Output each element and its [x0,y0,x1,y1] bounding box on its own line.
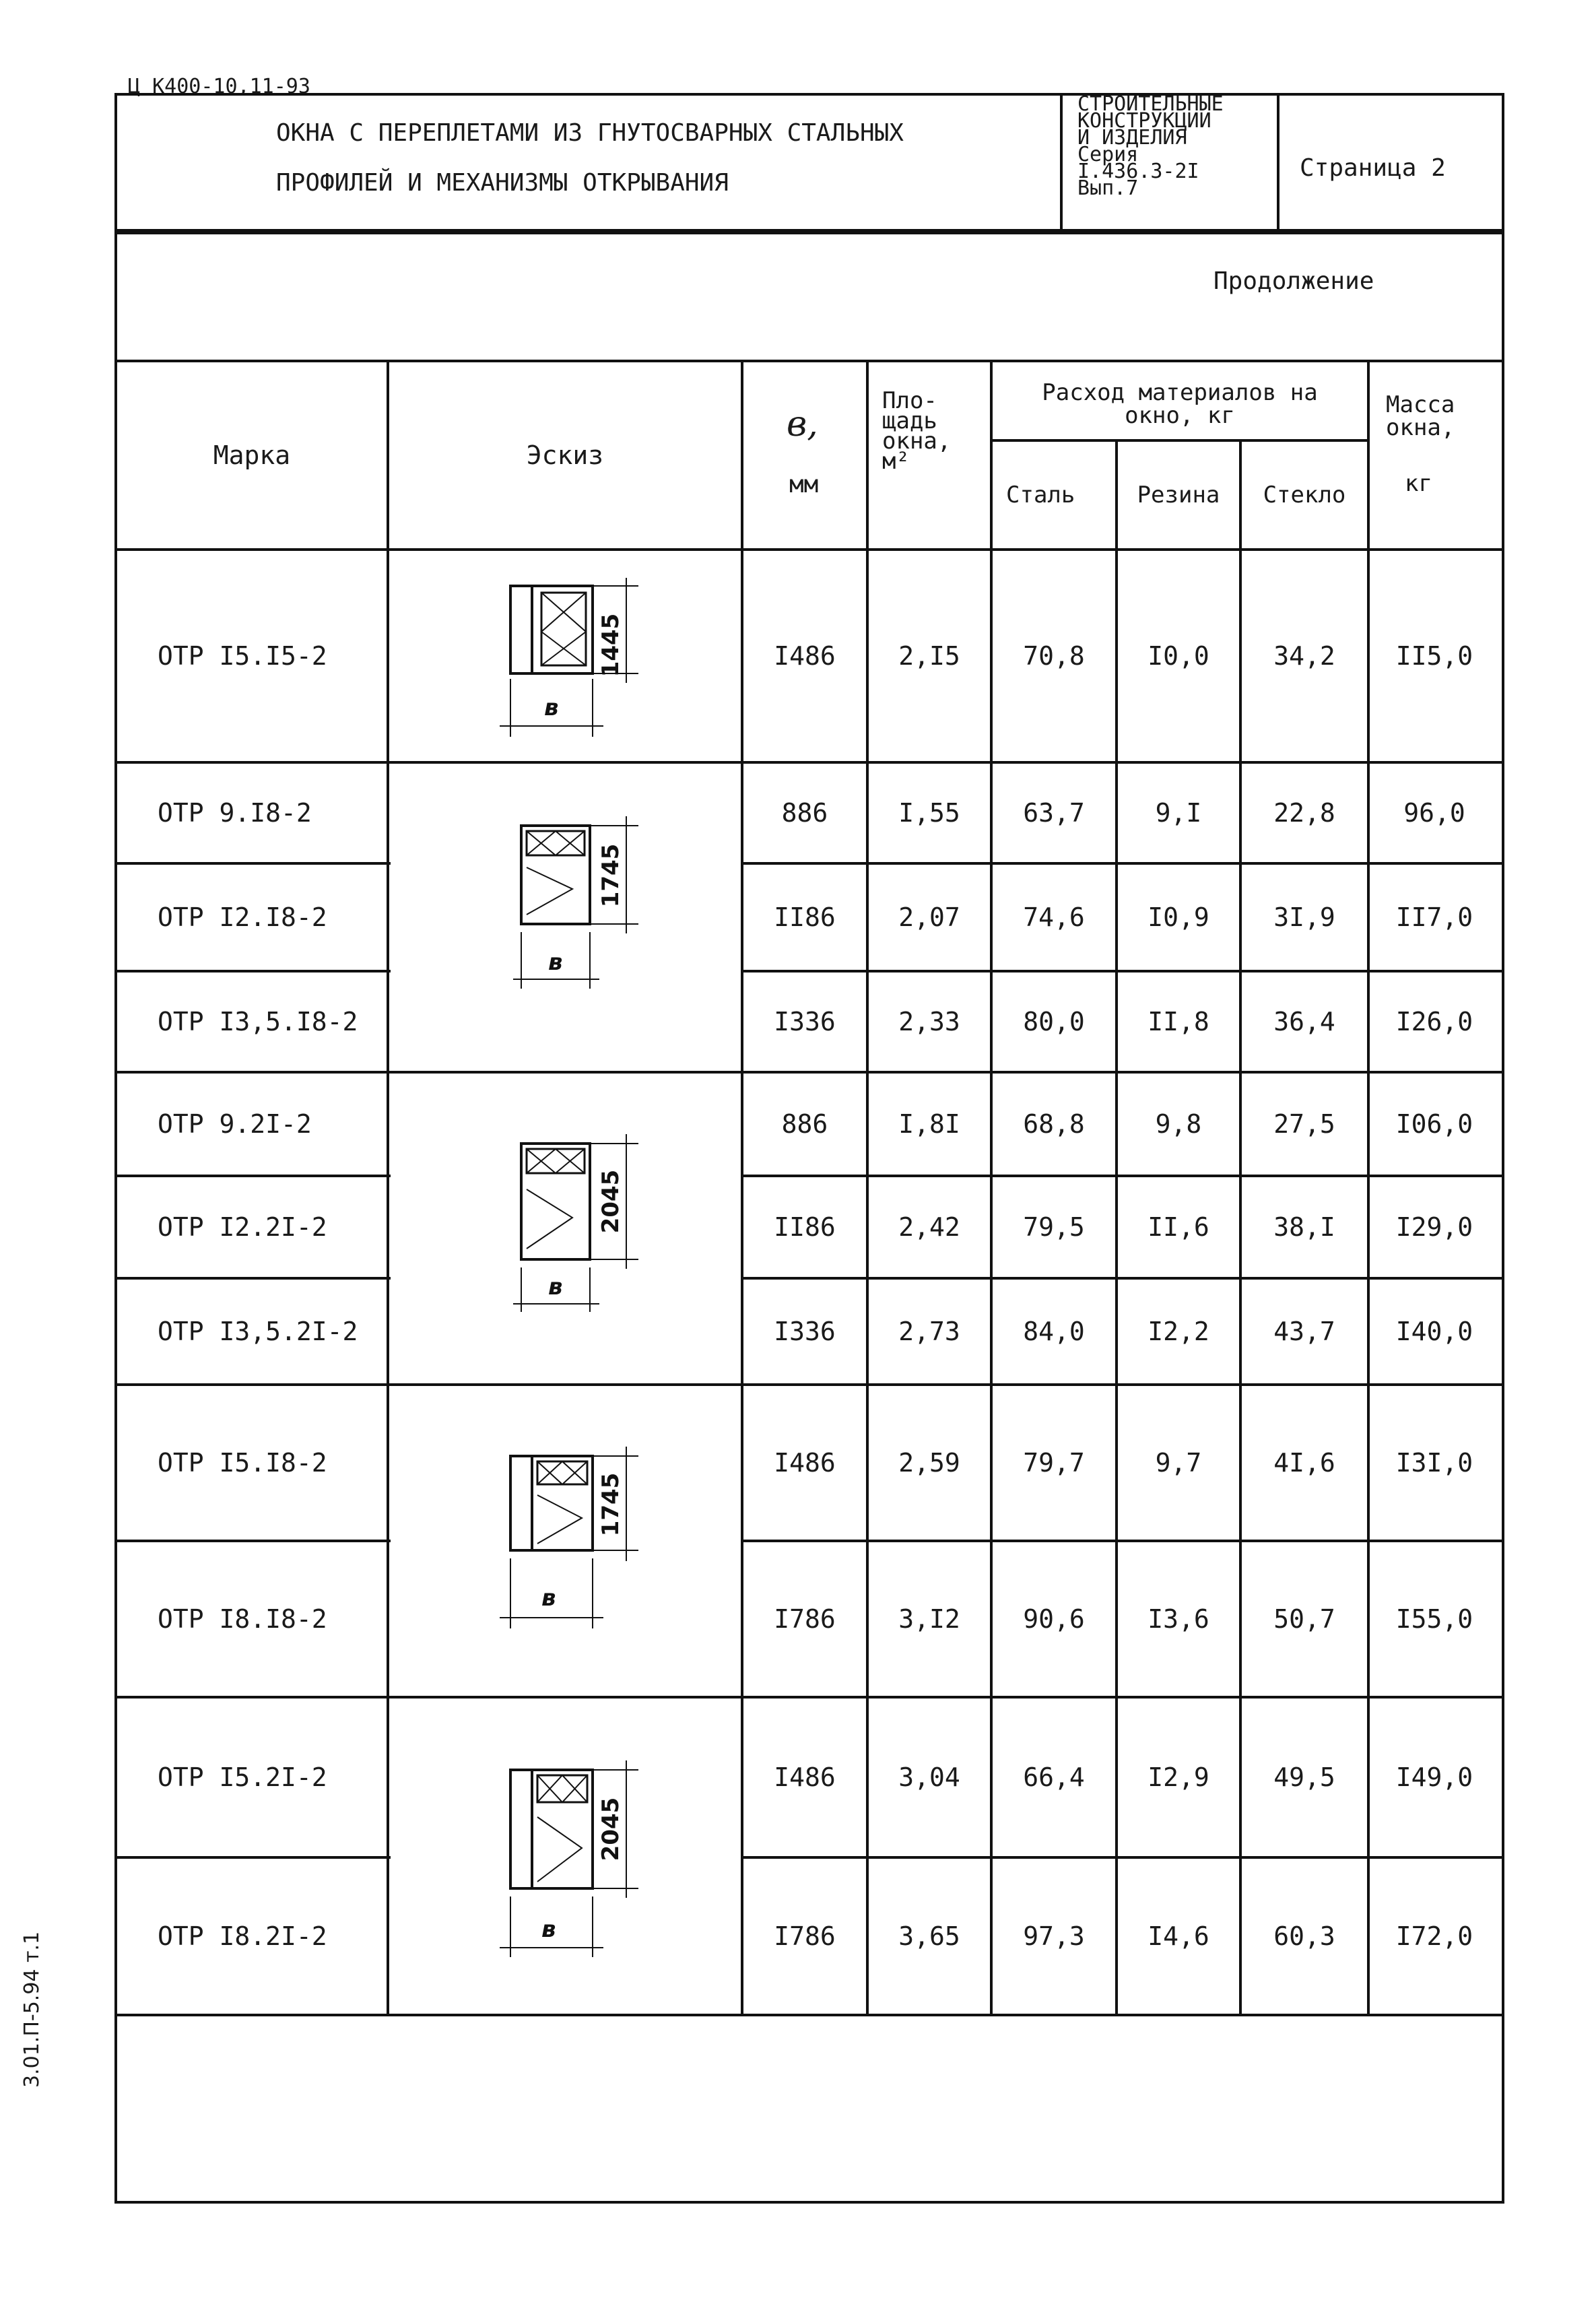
row-mass: 96,0 [1403,798,1465,828]
row-rubber: II,8 [1148,1007,1209,1036]
row-steel: 63,7 [1023,798,1085,828]
row-b: 886 [781,798,828,828]
row-glass: 50,7 [1273,1604,1335,1634]
row-rubber: I4,6 [1148,1921,1209,1951]
row-mass: I55,0 [1395,1604,1473,1634]
row-area: 3,04 [898,1762,960,1792]
row-steel: 68,8 [1023,1109,1085,1139]
title-block [114,93,1504,234]
series-line: Вып.7 [1077,176,1139,200]
row-rubber: I2,2 [1148,1317,1209,1346]
row-area: 2,42 [898,1212,960,1242]
header-consumption-line: окно, кг [1125,402,1235,429]
row-area: 2,33 [898,1007,960,1036]
row-steel: 80,0 [1023,1007,1085,1036]
page-number: Страница 2 [1300,154,1446,182]
row-area: I,55 [898,798,960,828]
row-mark: ОТР 9.2I-2 [158,1109,312,1139]
header-mark: Марка [213,440,291,470]
sketch-width-label: в [541,1585,556,1612]
row-b: I486 [774,1762,836,1792]
row-mass: II7,0 [1395,902,1473,932]
row-mass: II5,0 [1395,641,1473,671]
row-steel: 79,7 [1023,1448,1085,1478]
row-area: 3,I2 [898,1604,960,1634]
header-area [882,387,952,475]
series-line: I.436.3-2I [1077,160,1199,183]
title-divider-2 [1277,93,1279,232]
header-mass-unit: кг [1405,470,1432,497]
header-glass: Стекло [1263,482,1346,508]
header-area-line: окна, [882,428,952,455]
row-glass: 3I,9 [1273,902,1335,932]
row-b: I486 [774,641,836,671]
header-area-line: щадь [882,407,937,434]
row-mark: ОТР I5.2I-2 [158,1762,327,1792]
continuation-label: Продолжение [1213,267,1374,295]
row-glass: 43,7 [1273,1317,1335,1346]
row-rubber: 9,7 [1155,1448,1202,1478]
row-mass: I06,0 [1395,1109,1473,1139]
table-bottom-line [114,2014,1502,2016]
header-consumption [993,381,1367,427]
row-glass: 60,3 [1273,1921,1335,1951]
row-mass: I72,0 [1395,1921,1473,1951]
sketch-width-label: в [544,694,559,721]
sketch-width-label: в [548,949,563,976]
row-rubber: I3,6 [1148,1604,1209,1634]
row-area: 2,I5 [898,641,960,671]
row-b: I786 [774,1604,836,1634]
sketch-height-label: 2045 [597,1797,624,1861]
document-code: Ц К400-10,11-93 [128,75,310,98]
row-glass: 22,8 [1273,798,1335,828]
series-line: И ИЗДЕЛИЯ [1077,126,1187,150]
series-line: СТРОИТЕЛЬНЫЕ [1077,92,1224,116]
row-b: II86 [774,902,836,932]
row-mass: I40,0 [1395,1317,1473,1346]
row-mark: ОТР I8.2I-2 [158,1921,327,1951]
sketch-height-label: 2045 [597,1169,624,1234]
sketch-height-label: 1745 [597,1472,624,1537]
row-rubber: 9,8 [1155,1109,1202,1139]
row-mass: I3I,0 [1395,1448,1473,1478]
header-consumption-line: Расход материалов на [1042,379,1318,406]
title-line-1: ОКНА С ПЕРЕПЛЕТАМИ ИЗ ГНУТОСВАРНЫХ СТАЛЬНЫХ [276,119,904,147]
header-steel: Сталь [1006,482,1075,508]
row-steel: 97,3 [1023,1921,1085,1951]
sketch-width-label: в [541,1916,556,1943]
row-steel: 90,6 [1023,1604,1085,1634]
row-steel: 79,5 [1023,1212,1085,1242]
row-b: I336 [774,1317,836,1346]
row-rubber: 9,I [1155,798,1202,828]
row-steel: 74,6 [1023,902,1085,932]
row-mark: ОТР I2.2I-2 [158,1212,327,1242]
row-glass: 36,4 [1273,1007,1335,1036]
header-area-line: Пло- [882,387,937,414]
row-mass: I29,0 [1395,1212,1473,1242]
row-b: I336 [774,1007,836,1036]
series-line: Серия [1077,143,1139,166]
row-steel: 84,0 [1023,1317,1085,1346]
row-glass: 49,5 [1273,1762,1335,1792]
sketch-column [389,551,741,2014]
row-steel: 66,4 [1023,1762,1085,1792]
row-b: 886 [781,1109,828,1139]
series-block [1077,92,1224,200]
row-mass: I49,0 [1395,1762,1473,1792]
sketch-height-label: 1745 [597,843,624,908]
row-mark: ОТР I5.I8-2 [158,1448,327,1478]
header-rubber: Резина [1137,482,1220,508]
header-b: в, [787,404,818,444]
series-line: КОНСТРУКЦИИ [1077,109,1211,133]
header-sketch: Эскиз [526,440,604,470]
row-rubber: I2,9 [1148,1762,1209,1792]
row-area: 2,59 [898,1448,960,1478]
row-mark: ОТР 9.I8-2 [158,798,312,828]
row-rubber: I0,9 [1148,902,1209,932]
header-area-unit: м² [882,448,910,475]
row-mark: ОТР I8.I8-2 [158,1604,327,1634]
row-steel: 70,8 [1023,641,1085,671]
header-mass [1386,393,1455,439]
row-glass: 34,2 [1273,641,1335,671]
side-stamp: 3.01.П-5.94 т.1 [20,1931,44,2088]
row-area: I,8I [898,1109,960,1139]
row-glass: 38,I [1273,1212,1335,1242]
row-mark: ОТР I3,5.2I-2 [158,1317,358,1346]
row-rubber: I0,0 [1148,641,1209,671]
row-mark: ОТР I2.I8-2 [158,902,327,932]
header-mass-line: окна, [1386,414,1455,441]
row-area: 2,07 [898,902,960,932]
header-b-unit: мм [789,471,819,498]
row-glass: 4I,6 [1273,1448,1335,1478]
title-divider-1 [1060,93,1063,232]
row-b: II86 [774,1212,836,1242]
row-mark: ОТР I3,5.I8-2 [158,1007,358,1036]
row-mass: I26,0 [1395,1007,1473,1036]
sketch-width-label: в [548,1274,563,1300]
row-area: 3,65 [898,1921,960,1951]
row-b: I486 [774,1448,836,1478]
row-glass: 27,5 [1273,1109,1335,1139]
title-line-2: ПРОФИЛЕЙ И МЕХАНИЗМЫ ОТКРЫВАНИЯ [276,169,729,197]
row-area: 2,73 [898,1317,960,1346]
row-b: I786 [774,1921,836,1951]
sketch-height-label: 1445 [597,613,624,678]
row-mark: ОТР I5.I5-2 [158,641,327,671]
row-rubber: II,6 [1148,1212,1209,1242]
header-mass-line: Масса [1386,391,1455,418]
